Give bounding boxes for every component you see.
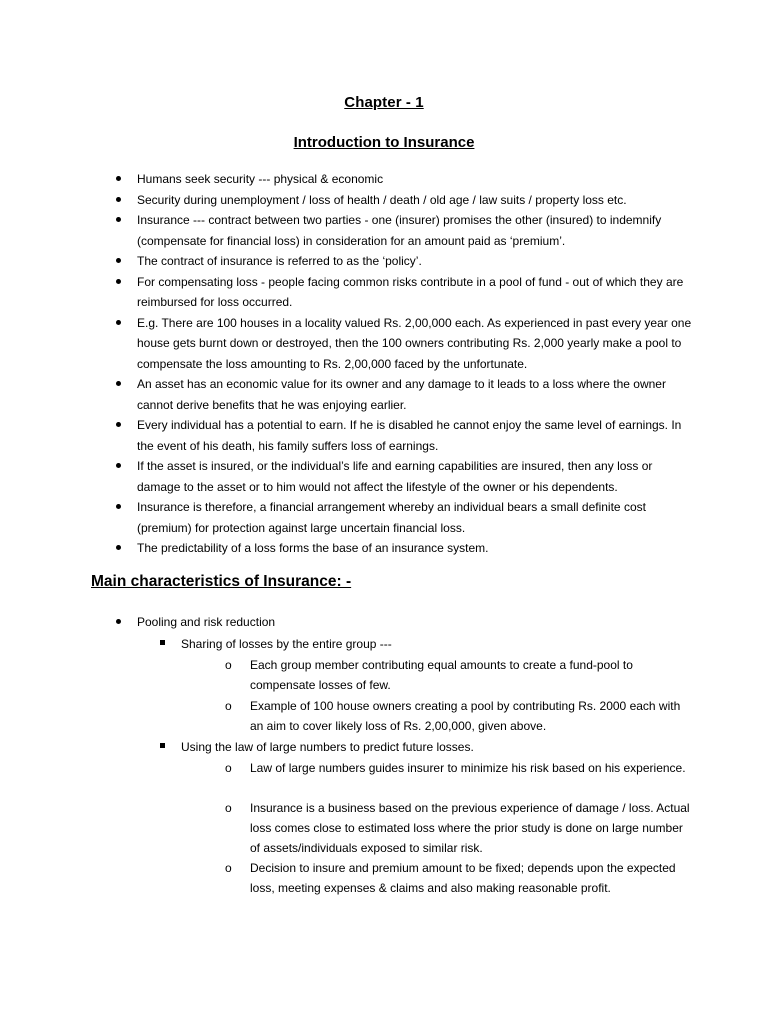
sub-sub-point [225,858,690,898]
sub-sub-point-text: Decision to insure and premium amount to be fixed; depends upon the expected loss, meeting expenses & claims and also making reasonable profit. [250,861,676,896]
sub-sub-point-text: Each group member contributing equal amounts to create a fund-pool to compensate losses of few. [250,658,633,693]
sub-point-text: Using the law of large numbers to predict future losses. [181,740,474,754]
intro-bullet-list [0,169,768,559]
list-item-text: Humans seek security --- physical & economic [137,172,384,186]
sub-point [181,737,474,757]
list-item [0,374,768,415]
chapter-heading: Chapter - 1 [344,94,424,111]
list-item-text: The contract of insurance is referred to as the ‘policy’. [137,254,422,268]
sub-sub-point [225,655,690,695]
circle-bullet-icon: o [225,861,232,875]
list-item [0,190,768,211]
bullet-icon [116,197,121,202]
bullet-icon [116,545,121,550]
list-item-text: If the asset is insured, or the individual’s life and earning capabilities are insured, then any loss or damage to the asset or to him would not affect the lifestyle of the owner or his dependents. [137,459,653,494]
list-item [0,497,768,538]
sub-sub-point [225,758,690,778]
characteristic-point [137,612,275,632]
sub-sub-point [225,798,690,859]
circle-bullet-icon: o [225,801,232,815]
sub-sub-point-text: Example of 100 house owners creating a pool by contributing Rs. 2000 each with an aim to cover likely loss of Rs. 2,00,000, given above. [250,699,681,734]
sub-point-text: Sharing of losses by the entire group --- [181,637,392,651]
list-item [0,313,768,375]
bullet-icon [116,176,121,181]
list-item [0,210,768,251]
list-item-text: The predictability of a loss forms the base of an insurance system. [137,541,489,555]
bullet-icon [116,381,121,386]
circle-bullet-icon: o [225,761,232,775]
sub-sub-point [225,696,690,736]
section-heading: Main characteristics of Insurance: - [91,573,352,590]
characteristic-label: Pooling and risk reduction [137,615,276,629]
square-bullet-icon [160,743,165,748]
list-item [0,538,768,559]
bullet-icon [116,258,121,263]
page-title: Introduction to Insurance [293,134,475,151]
bullet-icon [116,279,121,284]
bullet-icon [116,504,121,509]
list-item-text: Insurance is therefore, a financial arrangement whereby an individual bears a small definite cost (premium) for protection against large uncertain financial loss. [137,500,646,535]
bullet-icon [116,463,121,468]
sub-sub-point-text: Law of large numbers guides insurer to minimize his risk based on his experience. [250,761,686,775]
circle-bullet-icon: o [225,658,232,672]
bullet-icon [116,422,121,427]
list-item-text: Insurance --- contract between two parties - one (insurer) promises the other (insured) to indemnify (compensate for financial loss) in consideration for an amount paid as ‘premium’. [137,213,662,248]
bullet-icon [116,217,121,222]
list-item [0,456,768,497]
list-item-text: Every individual has a potential to earn. If he is disabled he cannot enjoy the same level of earnings. In the event of his death, his family suffers loss of earnings. [137,418,682,453]
bullet-icon [116,320,121,325]
list-item [0,251,768,272]
sub-point [181,634,392,654]
list-item [0,415,768,456]
list-item-text: E.g. There are 100 houses in a locality valued Rs. 2,00,000 each. As experienced in past every year one house gets burnt down or destroyed, then the 100 owners contributing Rs. 2,000 yearly make a pool to compensate the loss amounting to Rs. 2,00,000 faced by the unfortunate. [137,315,692,371]
circle-bullet-icon: o [225,699,232,713]
list-item-text: An asset has an economic value for its owner and any damage to it leads to a loss where the owner cannot derive benefits that he was enjoying earlier. [137,377,666,412]
list-item-text: For compensating loss - people facing common risks contribute in a pool of fund - out of which they are reimbursed for loss occurred. [137,274,684,309]
list-item-text: Security during unemployment / loss of health / death / old age / law suits / property loss etc. [137,192,627,207]
bullet-icon [116,619,121,624]
list-item [0,272,768,313]
sub-sub-point-text: Insurance is a business based on the previous experience of damage / loss. Actual loss comes close to estimated loss where the prior study is done on large number of assets/individuals exposed to similar risk. [250,801,690,856]
square-bullet-icon [160,640,165,645]
list-item [0,169,768,190]
